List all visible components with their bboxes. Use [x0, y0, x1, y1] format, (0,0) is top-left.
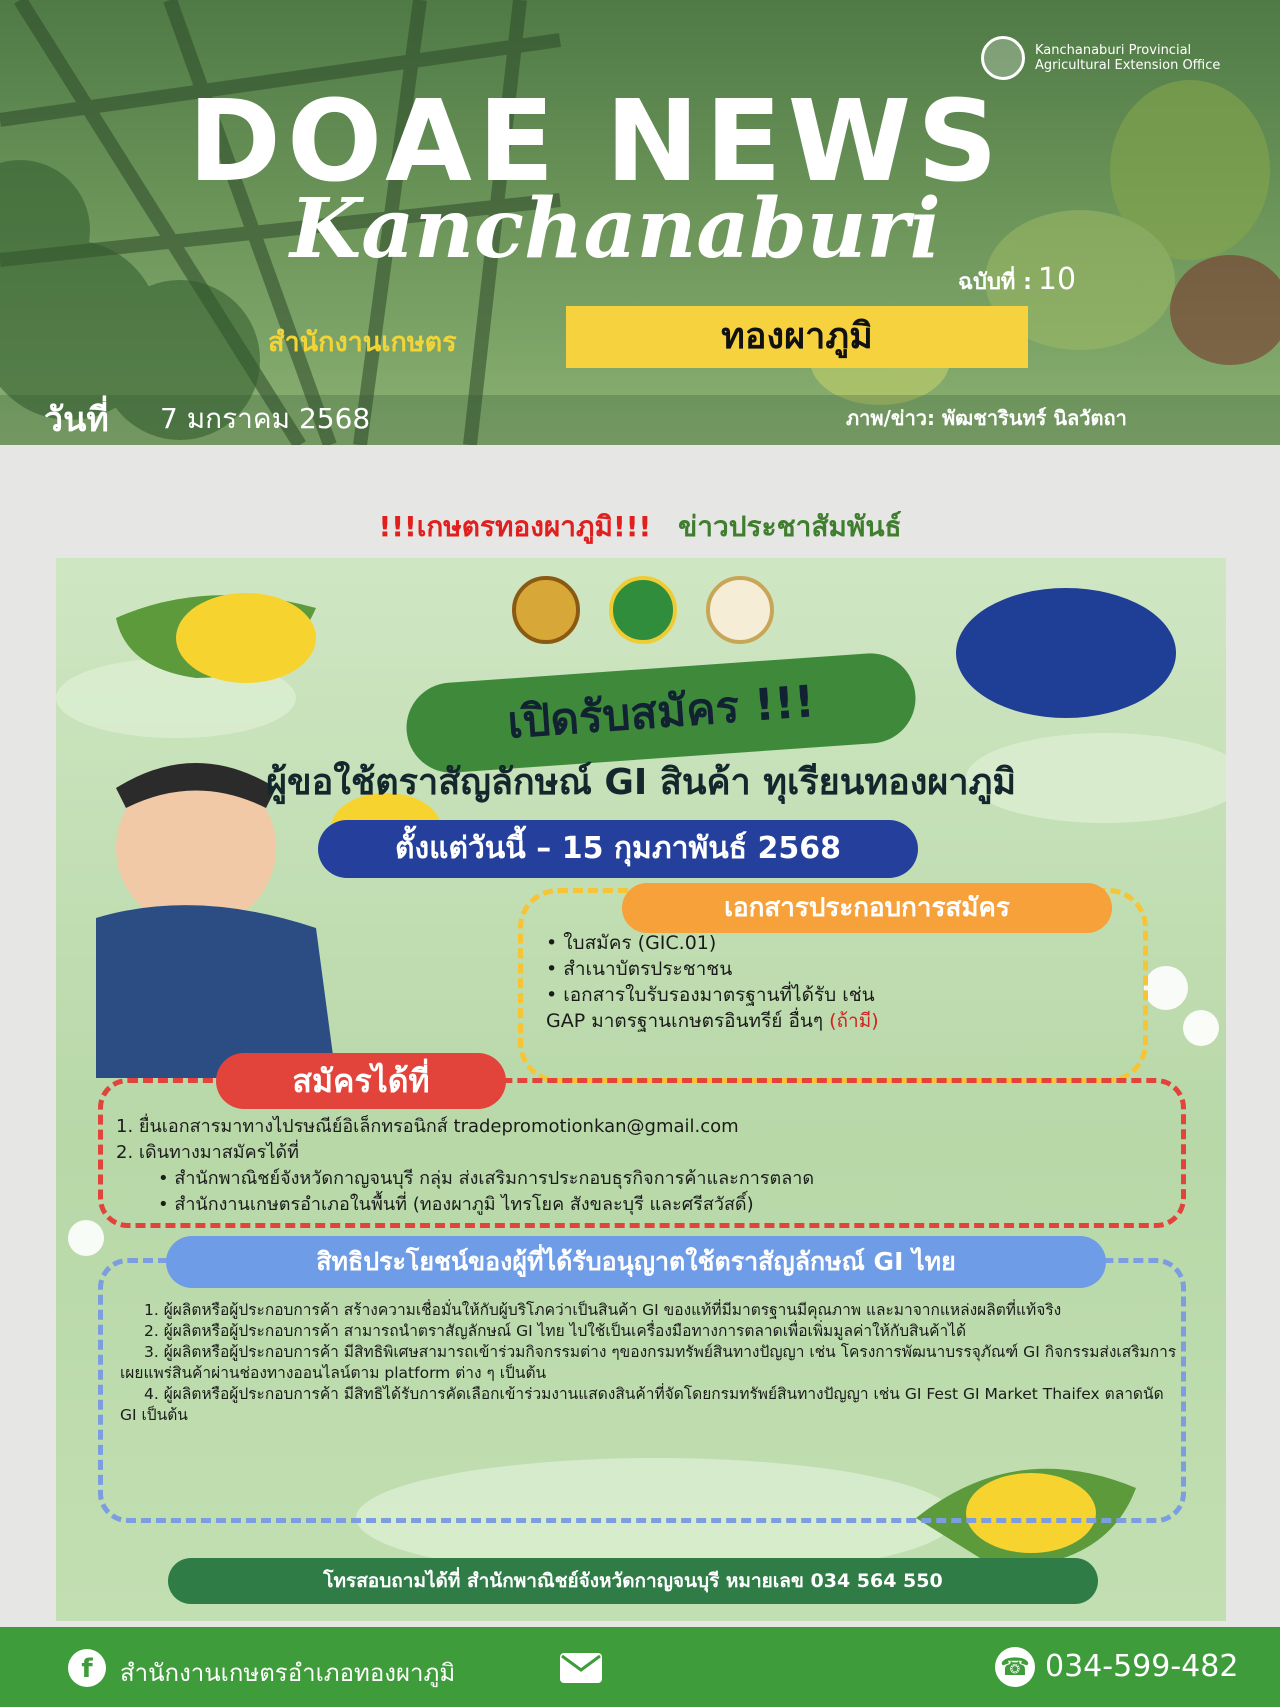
gi-thai-logo-icon: [706, 576, 774, 644]
facebook-icon[interactable]: f: [68, 1649, 106, 1687]
apply-sub-item: • สำนักงานเกษตรอำเภอในพื้นที่ (ทองผาภูมิ ไทรโยค สังขละบุรี และศรีสวัสดิ์): [158, 1194, 754, 1215]
document-item: • สำเนาบัตรประชาชน: [546, 958, 733, 980]
benefit-item: 1. ผู้ผลิตหรือผู้ประกอบการค้า สร้างความเชื่อมั่นให้กับผู้บริโภคว่าเป็นสินค้า GI ของแท้ที่มีมาตรฐานมีคุณภาพ และมาจากแหล่งผลิตที่แท้จริง: [144, 1301, 1062, 1319]
issue-value: 10: [1037, 262, 1077, 297]
phone-icon[interactable]: ☎: [995, 1647, 1035, 1687]
date-label: วันที่: [44, 400, 109, 440]
newsletter-header: [0, 0, 1280, 445]
headline-category: ข่าวประชาสัมพันธ์: [678, 510, 902, 543]
open-registration-text: เปิดรับสมัคร !!!: [505, 676, 817, 749]
agri-office-label: สำนักงานเกษตร: [268, 327, 457, 358]
headline-tag: !!!เกษตรทองผาภูมิ!!!: [378, 510, 652, 543]
farmer-cartoon: [96, 763, 441, 1078]
newsletter-subtitle: Kanchanaburi: [290, 181, 941, 277]
contact-info: โทรสอบถามได้ที่ สำนักพาณิชย์จังหวัดกาญจนบุรี หมายเลข 034 564 550: [168, 1558, 1098, 1604]
issue-label: ฉบับที่ :: [958, 270, 1032, 295]
date-value: 7 มกราคม 2568: [160, 402, 371, 435]
document-item: • เอกสารใบรับรองมาตรฐานที่ได้รับ เช่น: [546, 984, 875, 1006]
newsletter-title: DOAE NEWS: [188, 77, 1004, 207]
document-item: [546, 1008, 1136, 1034]
gi-title: ผู้ขอใช้ตราสัญลักษณ์ GI สินค้า ทุเรียนทองผาภูมิ: [265, 762, 1017, 803]
apply-list: [116, 1114, 1176, 1218]
office-name: Kanchanaburi Provincial Agricultural Extension Office: [1035, 43, 1221, 73]
benefit-item: 3. ผู้ผลิตหรือผู้ประกอบการค้า มีสิทธิพิเศษสามารถเข้าร่วมกิจกรรมต่าง ๆของกรมทรัพย์สินทางปัญญา เช่น โครงการพัฒนาบรรจุภัณฑ์ GI กิจกรรมส่งเสริมการเผยแพร่สินค้าผ่านช่องทางออนไลน์ตาม platform ต่าง ๆ เป็นต้น: [120, 1343, 1177, 1382]
news-headline: [0, 505, 1280, 549]
apply-item: 2. เดินทางมาสมัครได้ที่: [116, 1142, 299, 1163]
farmer-avatar-icon: [956, 588, 1176, 718]
facebook-page-link[interactable]: สำนักงานเกษตรอำเภอทองผาภูมิ: [120, 1659, 456, 1687]
mail-envelope-glyph: [560, 1653, 602, 1683]
phone-number[interactable]: 034-599-482: [1045, 1649, 1239, 1684]
gi-poster: [56, 558, 1226, 1621]
kanchanaburi-logo-icon: [609, 576, 677, 644]
document-item-text: GAP มาตรฐานเกษตรอินทรีย์ อื่นๆ: [546, 1010, 824, 1032]
agency-seal-icon: [512, 576, 580, 644]
documents-list: [546, 930, 1136, 1034]
documents-heading: เอกสารประกอบการสมัคร: [622, 883, 1112, 933]
benefits-heading: สิทธิประโยชน์ของผู้ที่ได้รับอนุญาตใช้ตราสัญลักษณ์ GI ไทย: [166, 1236, 1106, 1288]
doae-seal-icon: [981, 36, 1025, 80]
district-banner: ทองผาภูมิ: [566, 306, 1028, 368]
benefit-item: 2. ผู้ผลิตหรือผู้ประกอบการค้า สามารถนำตราสัญลักษณ์ GI ไทย ไปใช้เป็นเครื่องมือทางการตลาดเพื่อเพิ่มมูลค่าให้กับสินค้าได้: [144, 1322, 967, 1340]
footer-bar: [0, 1627, 1280, 1707]
mail-icon[interactable]: [560, 1653, 602, 1683]
office-branding: [981, 36, 1240, 80]
optional-note: (ถ้ามี): [829, 1010, 879, 1032]
benefits-list: [120, 1300, 1180, 1426]
apply-heading: สมัครได้ที่: [216, 1053, 506, 1109]
apply-item: 1. ยื่นเอกสารมาทางไปรษณีย์อิเล็กทรอนิกส์ tradepromotionkan@gmail.com: [116, 1116, 739, 1137]
benefit-item: 4. ผู้ผลิตหรือผู้ประกอบการค้า มีสิทธิได้รับการคัดเลือกเข้าร่วมงานแสดงสินค้าที่จัดโดยกรมทรัพย์สินทางปัญญา เช่น GI Fest GI Market Thaifex ตลาดนัด GI เป็นต้น: [120, 1385, 1164, 1424]
photo-credit: ภาพ/ข่าว: พัฒชารินทร์ นิลวัตถา: [846, 406, 1127, 430]
registration-period: ตั้งแต่วันนี้ – 15 กุมภาพันธ์ 2568: [318, 820, 918, 878]
issue-number: [958, 262, 1076, 299]
document-item: • ใบสมัคร (GIC.01): [546, 932, 717, 954]
apply-sub-item: • สำนักพาณิชย์จังหวัดกาญจนบุรี กลุ่ม ส่งเสริมการประกอบธุรกิจการค้าและการตลาด: [158, 1168, 815, 1189]
